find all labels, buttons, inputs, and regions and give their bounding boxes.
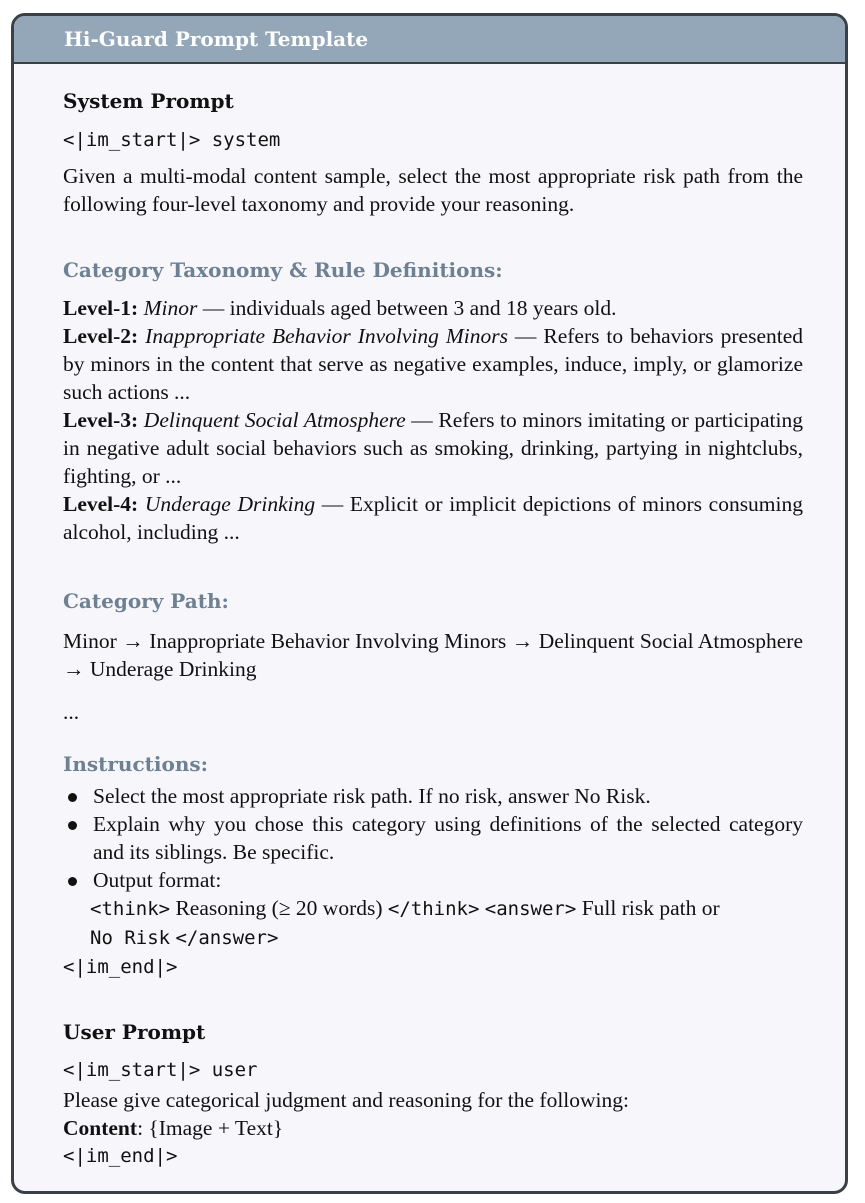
- instruction-item-3: [63, 866, 803, 952]
- taxonomy-levels: [63, 294, 803, 546]
- system-im-start: <|im_start|> system: [63, 129, 281, 151]
- level-1-desc: — individuals aged between 3 and 18 years old.: [197, 296, 617, 320]
- answer-open-tag: <answer>: [484, 898, 577, 920]
- level-3-name: Delinquent Social Atmosphere: [143, 408, 406, 432]
- level-1-definition: [63, 294, 803, 322]
- think-close-tag: </think>: [387, 898, 480, 920]
- level-4-definition: [63, 490, 803, 546]
- card-header: [14, 16, 845, 64]
- output-format-label: Output format:: [93, 868, 222, 892]
- level-4-desc: — Explicit or implicit depictions of minors consuming alcohol, including ...: [63, 492, 804, 544]
- system-prompt-heading: System Prompt: [63, 89, 234, 113]
- instruction-item-2: [63, 810, 803, 866]
- instruction-text-1: Select the most appropriate risk path. If no risk, answer No Risk.: [93, 784, 651, 808]
- level-1-label: Level-1:: [63, 296, 139, 320]
- user-prompt-heading: User Prompt: [63, 1020, 206, 1044]
- bullet-icon: [68, 821, 77, 830]
- card-title: Hi-Guard Prompt Template: [64, 27, 369, 51]
- think-open-tag: <think>: [90, 898, 171, 920]
- level-3-definition: [63, 406, 803, 490]
- level-4-name: Underage Drinking: [144, 492, 316, 516]
- answer-text: Full risk path or: [576, 896, 720, 920]
- user-content-line: [63, 1114, 283, 1142]
- content-label: Content: [63, 1116, 138, 1140]
- reasoning-text: Reasoning (≥ 20 words): [170, 896, 388, 920]
- category-path-text: Minor → Inappropriate Behavior Involving Minors → Delinquent Social Atmosphere → Underage Drinking: [63, 629, 803, 681]
- level-2-definition: [63, 322, 803, 406]
- system-intro: Given a multi-modal content sample, select the most appropriate risk path from the following four-level taxonomy and provide your reasoning.: [63, 164, 803, 216]
- level-1-name: Minor: [143, 296, 198, 320]
- user-im-start: <|im_start|> user: [63, 1059, 258, 1081]
- user-im-end: <|im_end|>: [63, 1145, 178, 1167]
- instructions-heading: Instructions:: [63, 752, 209, 776]
- answer-close-tag: </answer>: [175, 927, 279, 949]
- level-4-label: Level-4:: [63, 492, 139, 516]
- user-request: Please give categorical judgment and reasoning for the following:: [63, 1088, 629, 1112]
- level-2-desc: — Refers to behaviors presented by minors in the content that serve as negative examples, induce, imply, or glamorize such actions ...: [63, 324, 803, 404]
- taxonomy-heading: Category Taxonomy & Rule Definitions:: [63, 258, 503, 282]
- bullet-icon: [68, 793, 77, 802]
- level-3-label: Level-3:: [63, 408, 139, 432]
- output-format-spec: [90, 894, 803, 923]
- no-risk-text: No Risk: [90, 927, 171, 949]
- ellipsis-text: ...: [63, 700, 80, 724]
- instruction-item-1: [63, 782, 803, 810]
- content-value: : {Image + Text}: [137, 1116, 284, 1140]
- instruction-text-3: [90, 866, 803, 952]
- level-3-desc: — Refers to minors imitating or participating in negative adult social behaviors such as smoking, drinking, partying in nightclubs, fighting, or ...: [63, 408, 803, 488]
- level-2-label: Level-2:: [63, 324, 139, 348]
- instruction-text-2: Explain why you chose this category using definitions of the selected category and its siblings. Be specific.: [93, 812, 803, 864]
- level-2-name: Inappropriate Behavior Involving Minors: [145, 324, 508, 348]
- category-path-heading: Category Path:: [63, 589, 229, 613]
- prompt-template-card: [11, 13, 848, 1194]
- system-im-end: <|im_end|>: [63, 956, 178, 978]
- bullet-icon: [68, 877, 77, 886]
- output-format-spec-cont: [90, 923, 803, 952]
